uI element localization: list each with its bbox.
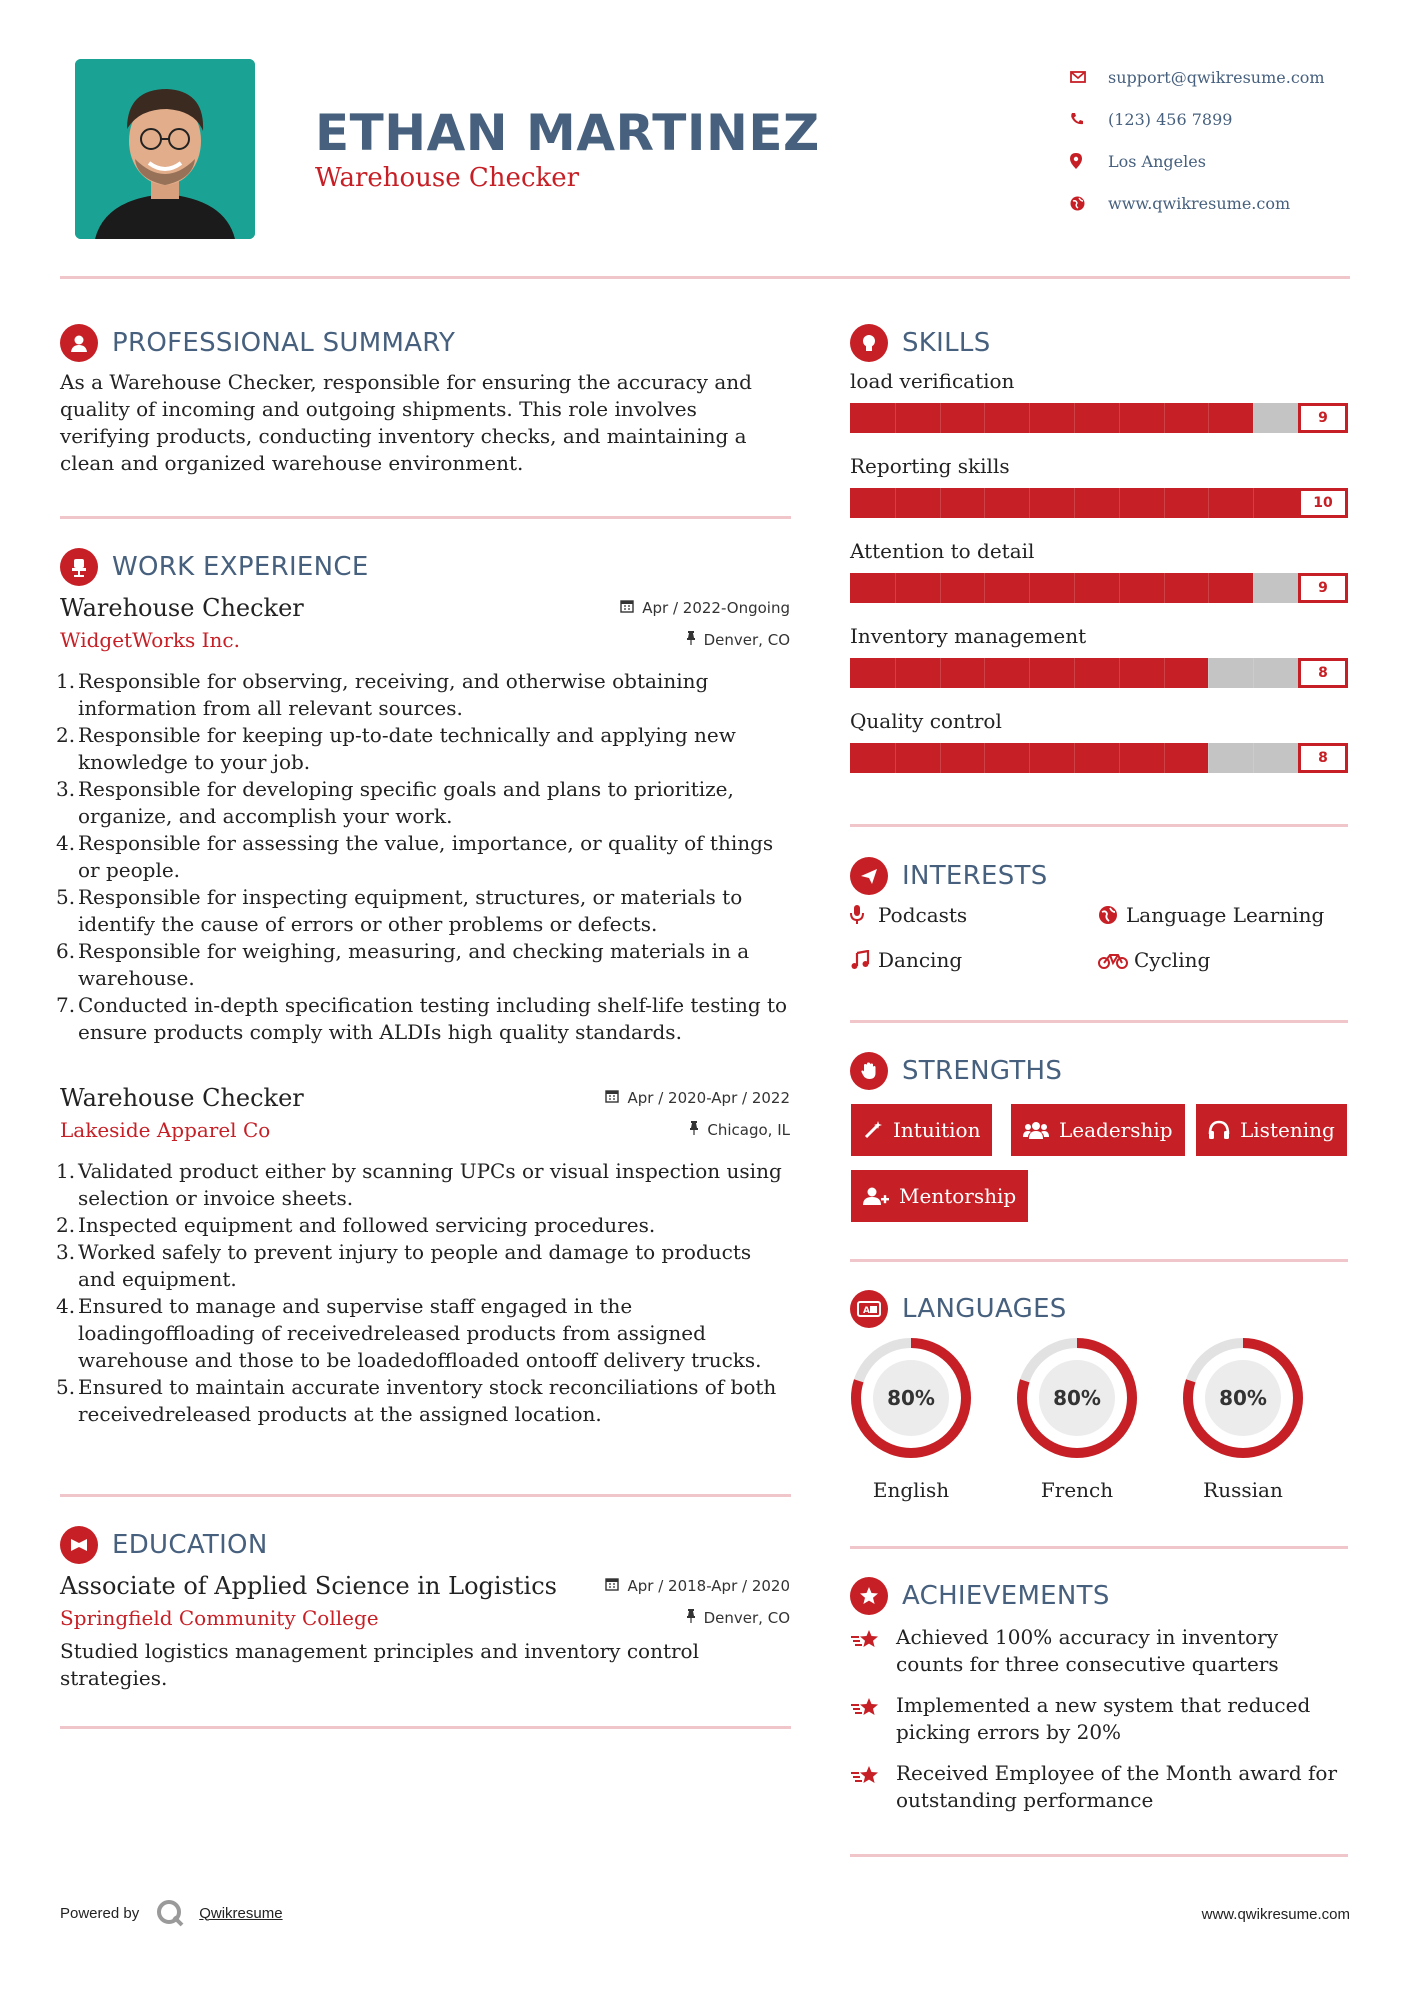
contact-email-text: support@qwikresume.com <box>1108 67 1325 87</box>
achievements-divider <box>850 1854 1348 1857</box>
svg-text:A: A <box>863 1306 870 1316</box>
list-item: 4. Ensured to manage and supervise staff engaged in the loadingoffloading of receivedreleased products from assigned warehouse and those to be loadedoffloaded ontooff delivery trucks. <box>56 1294 762 1372</box>
job-1-company: WidgetWorks Inc. <box>60 628 240 652</box>
education-heading <box>60 1526 268 1564</box>
contact-email[interactable] <box>1070 56 1370 98</box>
skill-item <box>850 624 1350 709</box>
shooting-star-icon <box>850 1760 896 1814</box>
skill-name: Reporting skills <box>850 454 1010 478</box>
headphones-icon <box>1208 1120 1230 1140</box>
skill-bar <box>850 403 1348 435</box>
education-description: Studied logistics management principles and inventory control strategies. <box>60 1639 699 1690</box>
job-1 <box>56 594 790 1046</box>
contact-location-text: Los Angeles <box>1108 151 1206 171</box>
language-percent: 80% <box>1053 1386 1101 1410</box>
skill-item <box>850 369 1350 454</box>
interest-item <box>1098 948 1210 972</box>
summary-title: PROFESSIONAL SUMMARY <box>112 328 456 358</box>
strength-label: Leadership <box>1059 1118 1173 1142</box>
interests-title: INTERESTS <box>902 861 1048 891</box>
job-2-dates-text: Apr / 2020-Apr / 2022 <box>627 1089 790 1107</box>
interest-item <box>850 948 962 972</box>
skills-title: SKILLS <box>902 328 991 358</box>
envelope-icon <box>1070 71 1108 83</box>
skills-list <box>850 369 1350 794</box>
list-item: 3. Worked safely to prevent injury to people and damage to products and equipment. <box>56 1240 752 1291</box>
skill-bar <box>850 488 1348 520</box>
skill-bar <box>850 743 1348 775</box>
calendar-icon <box>620 599 634 617</box>
skill-item <box>850 539 1350 624</box>
education-title: EDUCATION <box>112 1530 268 1560</box>
skill-score: 8 <box>1298 658 1348 688</box>
job-1-title: Warehouse Checker <box>60 594 304 622</box>
pushpin-icon <box>689 1121 699 1139</box>
job-2-dates <box>605 1089 790 1107</box>
list-item: 2. Responsible for keeping up-to-date technically and applying new knowledge to your job. <box>56 723 736 774</box>
list-item: 3. Responsible for developing specific goals and plans to prioritize, organize, and accomplish your work. <box>56 777 734 828</box>
languages-divider <box>850 1546 1348 1549</box>
language-item <box>1015 1336 1139 1502</box>
contact-list <box>1070 56 1370 224</box>
paper-plane-icon <box>850 857 888 895</box>
pushpin-icon <box>686 1609 696 1627</box>
strengths-heading <box>850 1052 1062 1090</box>
achievement-item <box>850 1692 1350 1746</box>
language-percent: 80% <box>1219 1386 1267 1410</box>
skill-name: Quality control <box>850 709 1002 733</box>
hand-icon <box>850 1052 888 1090</box>
interest-label: Cycling <box>1134 948 1211 972</box>
calendar-icon <box>605 1089 619 1107</box>
languages-heading <box>850 1290 1067 1328</box>
job-1-duties <box>56 668 790 1046</box>
contact-website[interactable] <box>1070 182 1370 224</box>
interests-heading <box>850 857 1048 895</box>
list-item: 1. Responsible for observing, receiving, and otherwise obtaining information from all relevant sources. <box>56 669 709 720</box>
strengths-divider <box>850 1259 1348 1262</box>
achievement-text: Achieved 100% accuracy in inventory counts for three consecutive quarters <box>896 1625 1279 1676</box>
list-item: 1. Validated product either by scanning UPCs or visual inspection using selection or invoice sheets. <box>56 1159 782 1210</box>
bicycle-icon <box>1098 951 1134 969</box>
interest-label: Podcasts <box>878 903 968 927</box>
list-item: 5. Ensured to maintain accurate inventory stock reconciliations of both receivedreleased products at the assigned location. <box>56 1375 777 1426</box>
skill-score: 9 <box>1298 403 1348 433</box>
music-note-icon <box>850 950 878 970</box>
languages-title: LANGUAGES <box>902 1294 1067 1324</box>
shooting-star-icon <box>850 1692 896 1746</box>
skill-name: Attention to detail <box>850 539 1035 563</box>
job-2-location <box>689 1121 790 1139</box>
interest-label: Dancing <box>878 948 963 972</box>
skill-score: 10 <box>1298 488 1348 518</box>
job-1-dates <box>620 599 790 617</box>
calendar-icon <box>605 1577 619 1595</box>
job-2 <box>56 1084 790 1428</box>
pushpin-icon <box>686 631 696 649</box>
skill-name: load verification <box>850 369 1015 393</box>
map-pin-icon <box>1070 153 1108 169</box>
language-name: Russian <box>1203 1478 1283 1502</box>
summary-divider <box>60 516 791 519</box>
user-circle-icon <box>60 324 98 362</box>
skill-name: Inventory management <box>850 624 1087 648</box>
list-item: 7. Conducted in-depth specification testing including shelf-life testing to ensure products comply with ALDIs high quality standards. <box>56 993 788 1044</box>
list-item: 5. Responsible for inspecting equipment, structures, or materials to identify the cause of errors or other problems or defects. <box>56 885 743 936</box>
job-2-company: Lakeside Apparel Co <box>60 1118 271 1142</box>
language-name: French <box>1040 1478 1114 1502</box>
phone-icon <box>1070 112 1108 126</box>
achievements-heading <box>850 1577 1110 1615</box>
language-card-icon <box>850 1290 888 1328</box>
footer-website[interactable]: www.qwikresume.com <box>1201 1906 1350 1923</box>
powered-by-text: Powered by <box>60 1904 140 1922</box>
achievement-text: Implemented a new system that reduced picking errors by 20% <box>896 1693 1311 1744</box>
language-name: English <box>872 1478 950 1502</box>
list-item: 4. Responsible for assessing the value, importance, or quality of things or people. <box>56 831 774 882</box>
job-2-duties <box>56 1158 790 1428</box>
achievements-title: ACHIEVEMENTS <box>902 1581 1110 1611</box>
contact-phone-text: (123) 456 7899 <box>1108 109 1233 129</box>
language-progress-ring <box>1015 1336 1139 1460</box>
strength-tag <box>1196 1104 1347 1156</box>
summary-heading <box>60 324 455 362</box>
school-name: Springfield Community College <box>60 1606 379 1630</box>
strength-tag <box>851 1170 1028 1222</box>
interest-item <box>1098 903 1324 927</box>
job-2-title: Warehouse Checker <box>60 1084 304 1112</box>
job-1-dates-text: Apr / 2022-Ongoing <box>642 599 790 617</box>
job-1-location <box>686 631 790 649</box>
skills-divider <box>850 824 1348 827</box>
contact-website-text: www.qwikresume.com <box>1108 193 1291 213</box>
header-divider <box>60 276 1350 279</box>
shooting-star-icon <box>850 1624 896 1678</box>
skill-item <box>850 454 1350 539</box>
skill-bar-fill <box>850 403 1253 433</box>
skill-bar <box>850 658 1348 690</box>
skill-score: 9 <box>1298 573 1348 603</box>
job-1-location-text: Denver, CO <box>703 631 790 649</box>
strengths-title: STRENGTHS <box>902 1056 1063 1086</box>
users-icon <box>1023 1120 1049 1140</box>
magic-wand-icon <box>863 1120 883 1140</box>
strength-tag <box>851 1104 992 1156</box>
degree-title: Associate of Applied Science in Logistics <box>60 1572 557 1600</box>
user-plus-icon <box>863 1186 889 1206</box>
strength-label: Mentorship <box>899 1184 1017 1208</box>
language-percent: 80% <box>887 1386 935 1410</box>
candidate-role: Warehouse Checker <box>315 163 580 193</box>
qwikresume-logo-icon <box>155 1898 185 1928</box>
interests-divider <box>850 1020 1348 1023</box>
achievement-item <box>850 1624 1350 1678</box>
list-item: 6. Responsible for weighing, measuring, and checking materials in a warehouse. <box>56 939 750 990</box>
contact-location <box>1070 140 1370 182</box>
achievement-text: Received Employee of the Month award for outstanding performance <box>896 1761 1338 1812</box>
lightbulb-icon <box>850 324 888 362</box>
job-2-location-text: Chicago, IL <box>707 1121 790 1139</box>
qwikresume-link[interactable]: Qwikresume <box>199 1904 283 1922</box>
achievement-item <box>850 1760 1350 1814</box>
skill-score: 8 <box>1298 743 1348 773</box>
globe-icon <box>1098 905 1126 925</box>
graduation-icon <box>60 1526 98 1564</box>
language-item <box>849 1336 973 1502</box>
summary-text: As a Warehouse Checker, responsible for ensuring the accuracy and quality of incoming and outgoing shipments. This role involves verifying products, conducting inventory checks, and maintaining a clean and organized warehouse environment. <box>60 370 752 475</box>
office-chair-icon <box>60 548 98 586</box>
globe-icon <box>1070 196 1108 211</box>
footer-powered-by <box>60 1898 283 1928</box>
language-progress-ring <box>849 1336 973 1460</box>
interest-label: Language Learning <box>1126 903 1325 927</box>
skill-item <box>850 709 1350 794</box>
education-dates <box>605 1577 790 1595</box>
profile-photo <box>75 59 255 239</box>
microphone-icon <box>850 905 878 925</box>
list-item: 2. Inspected equipment and followed servicing procedures. <box>56 1213 656 1237</box>
skills-heading <box>850 324 991 362</box>
skill-bar-fill <box>850 573 1253 603</box>
strength-label: Intuition <box>893 1118 981 1142</box>
education-dates-text: Apr / 2018-Apr / 2020 <box>627 1577 790 1595</box>
education-location-text: Denver, CO <box>703 1609 790 1627</box>
language-item <box>1181 1336 1305 1502</box>
interest-item <box>850 903 967 927</box>
experience-title: WORK EXPERIENCE <box>112 552 369 582</box>
language-progress-ring <box>1181 1336 1305 1460</box>
star-badge-icon <box>850 1577 888 1615</box>
experience-heading <box>60 548 369 586</box>
skill-bar <box>850 573 1348 605</box>
contact-phone[interactable] <box>1070 98 1370 140</box>
education-divider <box>60 1726 791 1729</box>
strength-label: Listening <box>1240 1118 1335 1142</box>
candidate-name: ETHAN MARTINEZ <box>315 104 820 162</box>
experience-divider <box>60 1494 791 1497</box>
education-location <box>686 1609 790 1627</box>
strength-tag <box>1011 1104 1185 1156</box>
education-entry <box>60 1572 790 1692</box>
